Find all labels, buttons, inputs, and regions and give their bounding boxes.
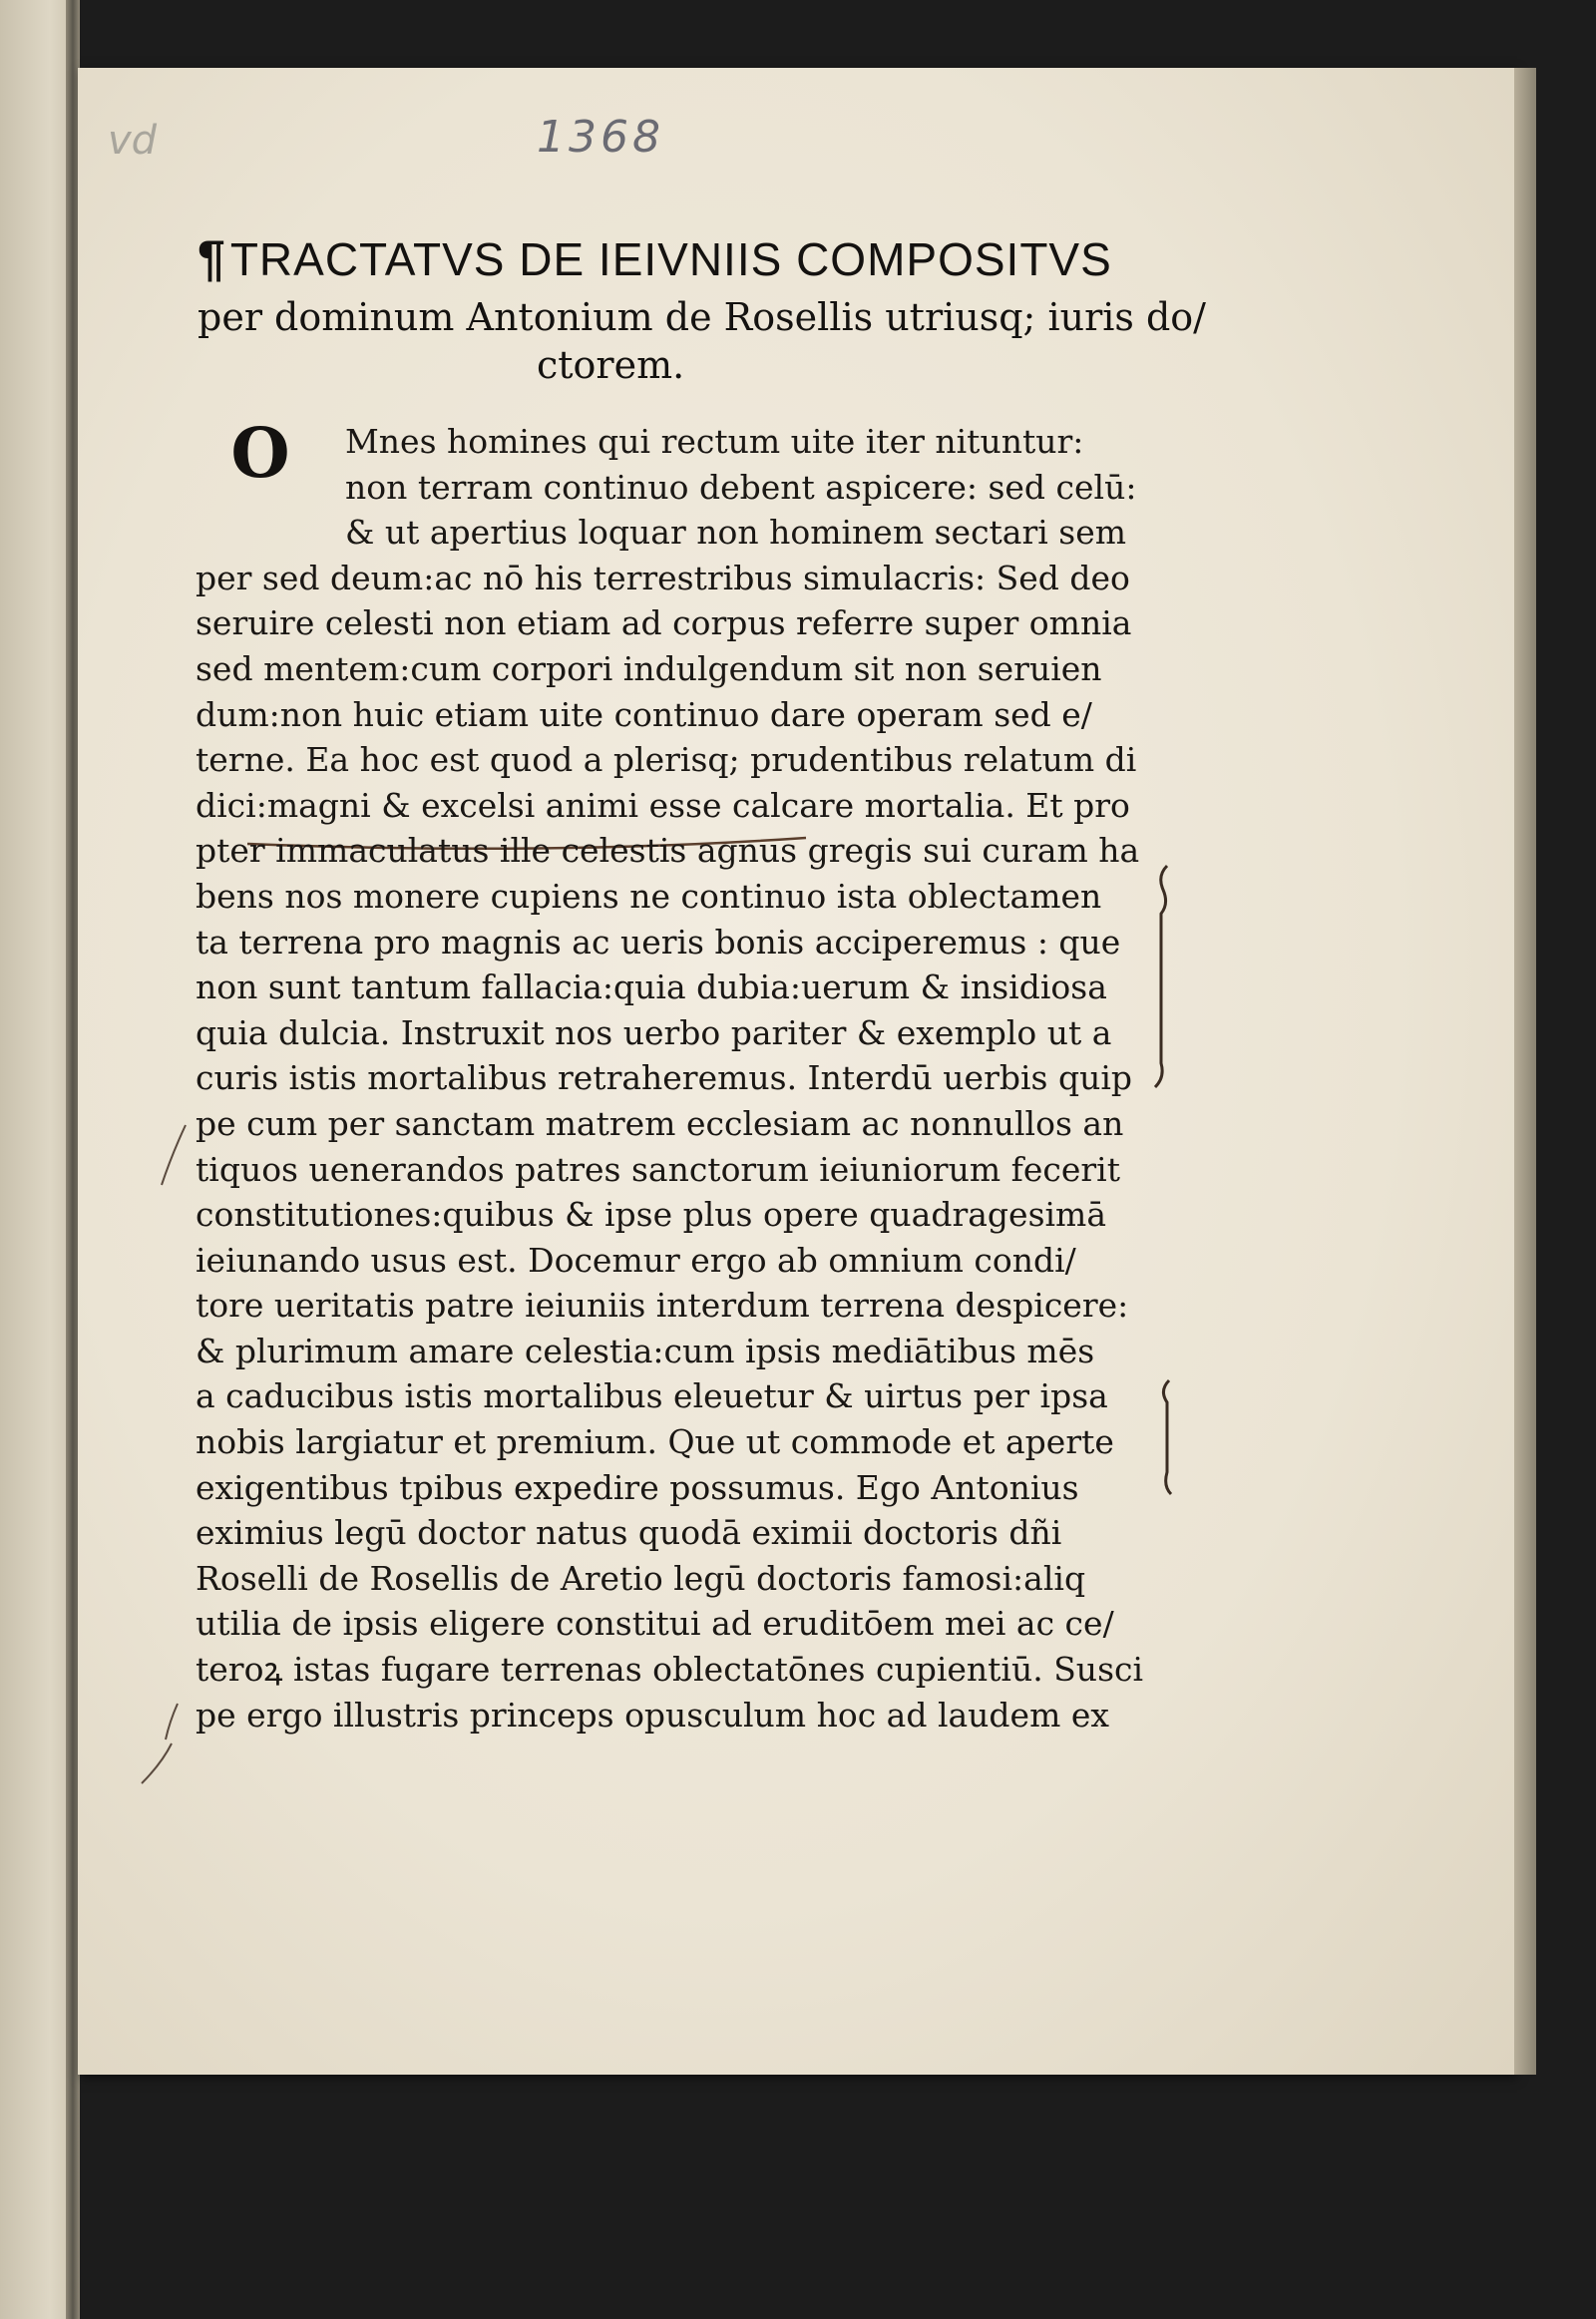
text-line: non sunt tantum fallacia:quia dubia:uerum & insidiosa [196, 967, 1107, 1007]
text-line: pter immaculatus ille celestis agnus gregis sui curam ha [196, 831, 1140, 871]
text-line: sed mentem:cum corpori indulgendum sit non seruien [196, 648, 1102, 688]
text-line: bens nos monere cupiens ne continuo ista oblectamen [196, 876, 1102, 916]
text-line: exigentibus tpibus expedire possumus. Ego Antonius [196, 1467, 1079, 1507]
facing-page-edge [0, 0, 72, 2319]
text-line: dici:magni & excelsi animi esse calcare mortalia. Et pro [196, 785, 1130, 825]
text-line: a caducibus istis mortalibus eleuetur & uirtus per ipsa [196, 1376, 1108, 1416]
text-line: teroꝝ istas fugare terrenas oblectatōnes cupientiū. Susci [196, 1650, 1144, 1690]
title-text: TRACTATVS DE IEIVNIIS COMPOSITVS [229, 233, 1112, 285]
text-line: nobis largiatur et premium. Que ut commode et aperte [196, 1422, 1114, 1462]
text-line: seruire celesti non etiam ad corpus referre super omnia [196, 603, 1132, 643]
text-line: dum:non huic etiam uite continuo dare operam sed e/ [196, 694, 1092, 734]
body-text [196, 414, 1153, 1738]
text-line: pe ergo illustris princeps opusculum hoc ad laudem ex [196, 1695, 1110, 1735]
margin-stroke-1 [162, 1125, 186, 1185]
page-fore-edge [1514, 68, 1536, 2075]
text-line: quia dulcia. Instruxit nos uerbo pariter & exemplo ut a [196, 1012, 1112, 1052]
margin-stroke-3 [142, 1743, 172, 1783]
text-line: ieiunando usus est. Docemur ergo ab omnium condi/ [196, 1240, 1076, 1280]
text-line: terne. Ea hoc est quod a plerisq; prudentibus relatum di [196, 740, 1137, 780]
text-line: Roselli de Rosellis de Aretio legū doctoris famosi:aliq [196, 1558, 1086, 1598]
manuscript-page [78, 68, 1514, 2075]
title-line-1 [198, 229, 1195, 287]
text-line: & plurimum amare celestia:cum ipsis mediātibus mēs [196, 1331, 1095, 1370]
text-line: Mnes homines qui rectum uite iter nituntur: [345, 422, 1084, 461]
bracket-upper [1155, 866, 1167, 1087]
drop-initial: O [230, 414, 290, 494]
title-line-3: ctorem. [537, 343, 685, 387]
bracket-lower [1163, 1380, 1171, 1494]
text-line: non terram continuo debent aspicere: sed celū: [345, 467, 1137, 507]
title-block [198, 229, 1206, 387]
text-line: ta terrena pro magnis ac ueris bonis acciperemus : que [196, 922, 1121, 962]
corner-pencil-mark: vd [108, 118, 158, 164]
title-line-2: per dominum Antonium de Rosellis utriusq; iuris do/ [198, 295, 1206, 339]
text-line: utilia de ipsis eligere constitui ad eruditōem mei ac ce/ [196, 1604, 1114, 1644]
text-line: tore ueritatis patre ieiuniis interdum terrena despicere: [196, 1286, 1129, 1326]
text-line: tiquos uenerandos patres sanctorum ieiuniorum fecerit [196, 1149, 1120, 1189]
text-line: pe cum per sanctam matrem ecclesiam ac nonnullos an [196, 1103, 1124, 1143]
text-line: curis istis mortalibus retraheremus. Interdū uerbis quip [196, 1058, 1133, 1098]
text-line: per sed deum:ac nō his terrestribus simulacris: Sed deo [196, 558, 1130, 597]
margin-stroke-2 [166, 1704, 178, 1739]
text-line: eximius legū doctor natus quodā eximii doctoris dñi [196, 1513, 1062, 1553]
shelf-mark: 1368 [537, 112, 664, 163]
text-line: & ut apertius loquar non hominem sectari sem [345, 513, 1127, 553]
text-line: constitutiones:quibus & ipse plus opere quadragesimā [196, 1195, 1107, 1235]
pilcrow-icon: ¶ [198, 230, 226, 286]
